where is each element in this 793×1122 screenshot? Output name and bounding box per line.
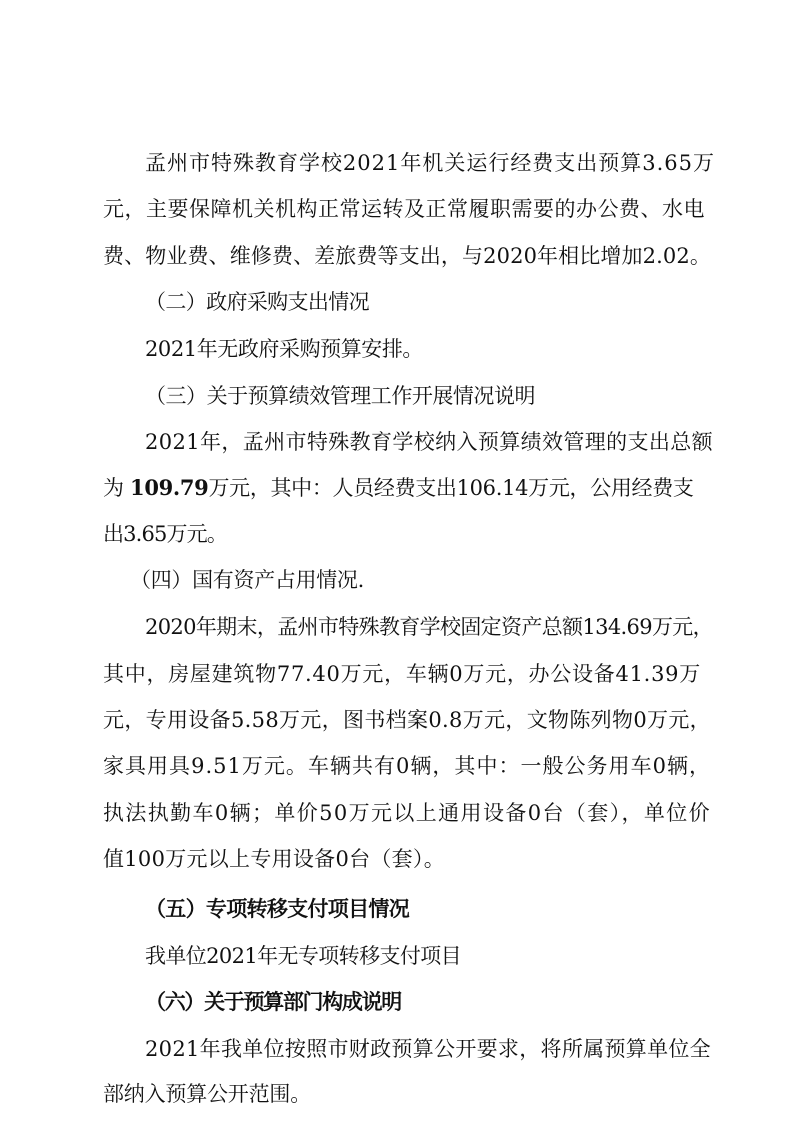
paragraph-3-line-2-suffix: 万元，其中：人员经费支出106.14万元，公用经费支 [208, 476, 694, 500]
paragraph-6-line-2: 部纳入预算公开范围。 [103, 1082, 311, 1106]
section-heading-6: （六）关于预算部门构成说明 [145, 989, 401, 1014]
paragraph-4-line-2: 其中，房屋建筑物77.40万元，车辆0万元，办公设备41.39万 [103, 662, 701, 686]
paragraph-6-line-1: 2021年我单位按照市财政预算公开要求，将所属预算单位全 [145, 1037, 711, 1061]
performance-total-amount: 109.79 [130, 475, 209, 500]
paragraph-3-line-3: 出3.65万元。 [103, 522, 227, 546]
paragraph-5-line-1: 我单位2021年无专项转移支付项目 [145, 944, 461, 968]
section-heading-4: （四）国有资产占用情况. [130, 568, 364, 592]
paragraph-4-line-3: 元，专用设备5.58万元，图书档案0.8万元，文物陈列物0万元， [103, 708, 711, 732]
paragraph-2-line-1: 2021年无政府采购预算安排。 [145, 337, 423, 361]
paragraph-3-line-1: 2021年，孟州市特殊教育学校纳入预算绩效管理的支出总额 [145, 430, 713, 454]
paragraph-1-line-1: 孟州市特殊教育学校2021年机关运行经费支出预算3.65万 [145, 151, 715, 175]
paragraph-4-line-1: 2020年期末，孟州市特殊教育学校固定资产总额134.69万元， [145, 615, 713, 639]
paragraph-4-line-6: 值100万元以上专用设备0台（套）。 [103, 847, 445, 871]
section-heading-5: （五）专项转移支付项目情况 [145, 896, 409, 921]
paragraph-1-line-3: 费、物业费、维修费、差旅费等支出，与2020年相比增加2.02。 [103, 244, 711, 268]
paragraph-3-line-2-prefix: 为 [103, 476, 131, 500]
paragraph-3-line-2 [103, 474, 694, 502]
section-heading-3: （三）关于预算绩效管理工作开展情况说明 [145, 384, 535, 408]
paragraph-4-line-5: 执法执勤车0辆；单价50万元以上通用设备0台（套），单位价 [103, 801, 711, 825]
paragraph-1-line-2: 元，主要保障机关机构正常运转及正常履职需要的办公费、水电 [103, 197, 705, 221]
section-heading-2: （二）政府采购支出情况 [145, 290, 369, 314]
paragraph-4-line-4: 家具用具9.51万元。车辆共有0辆，其中：一般公务用车0辆， [103, 754, 711, 778]
